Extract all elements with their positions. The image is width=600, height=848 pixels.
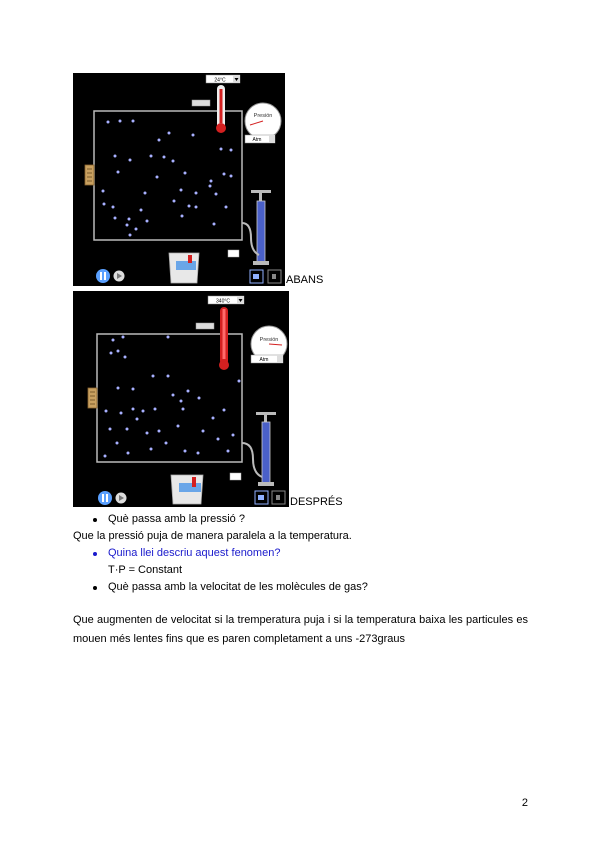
molecule <box>104 455 107 458</box>
molecule <box>217 438 220 441</box>
molecule <box>116 442 119 445</box>
step-button[interactable] <box>114 271 125 282</box>
molecule <box>124 356 127 359</box>
molecule <box>184 450 187 453</box>
molecule <box>192 134 195 137</box>
molecule <box>117 350 120 353</box>
bullet-icon <box>93 586 97 590</box>
molecule <box>187 390 190 393</box>
molecule <box>126 428 129 431</box>
molecule <box>126 224 129 227</box>
molecule <box>225 206 228 209</box>
pump-icon <box>242 412 276 486</box>
pressure-gauge-icon <box>251 326 287 363</box>
molecule <box>165 442 168 445</box>
molecule <box>212 417 215 420</box>
molecule <box>215 193 218 196</box>
molecule <box>172 160 175 163</box>
molecule <box>209 185 212 188</box>
molecule <box>180 189 183 192</box>
pressure-gauge-icon <box>245 103 281 143</box>
molecule <box>146 220 149 223</box>
molecule <box>150 448 153 451</box>
answer-2: T·P = Constant <box>108 564 183 576</box>
page-number: 2 <box>521 797 528 809</box>
molecule <box>140 209 143 212</box>
temperature-readout: 24°C <box>214 77 226 84</box>
pause-button[interactable] <box>98 491 112 505</box>
molecule <box>230 175 233 178</box>
pause-button[interactable] <box>96 269 110 283</box>
container-handle-icon <box>85 165 94 185</box>
container-handle-icon <box>88 388 97 408</box>
molecule <box>146 432 149 435</box>
question-1: Què passa amb la pressió ? <box>108 513 245 525</box>
molecule <box>132 120 135 123</box>
molecule <box>144 192 147 195</box>
molecule <box>135 228 138 231</box>
molecule <box>112 206 115 209</box>
molecule <box>122 336 125 339</box>
molecule <box>142 410 145 413</box>
molecule <box>213 223 216 226</box>
molecule <box>158 139 161 142</box>
ruler-icon <box>230 473 241 480</box>
molecule <box>110 352 113 355</box>
gauge-label: Presión <box>259 337 279 343</box>
ruler-icon <box>228 250 239 257</box>
molecule <box>197 452 200 455</box>
molecule <box>181 215 184 218</box>
molecule <box>223 173 226 176</box>
molecule <box>132 388 135 391</box>
molecule <box>223 409 226 412</box>
molecule <box>184 172 187 175</box>
molecule <box>188 205 191 208</box>
gauge-label: Presión <box>253 113 273 119</box>
molecule <box>173 200 176 203</box>
temperature-readout: 340°C <box>216 298 230 305</box>
molecule <box>230 149 233 152</box>
molecule <box>227 450 230 453</box>
figure-caption-before: ABANS <box>286 274 324 286</box>
molecule <box>202 430 205 433</box>
molecule <box>112 339 115 342</box>
molecule <box>109 428 112 431</box>
bullet-icon <box>93 552 97 556</box>
question-2: Quina llei descriu aquest fenomen? <box>108 547 281 559</box>
molecule <box>195 206 198 209</box>
lid-icon <box>196 323 214 329</box>
molecule <box>220 148 223 151</box>
molecule <box>114 155 117 158</box>
molecule <box>117 387 120 390</box>
molecule <box>114 217 117 220</box>
bullet-icon <box>93 518 97 522</box>
molecule <box>168 132 171 135</box>
molecule <box>180 400 183 403</box>
molecule <box>177 425 180 428</box>
molecule <box>182 408 185 411</box>
molecule <box>152 375 155 378</box>
heat-bucket-icon <box>169 253 199 283</box>
molecule <box>119 120 122 123</box>
lid-icon <box>192 100 210 106</box>
molecule <box>232 434 235 437</box>
thermometer-icon <box>216 85 226 133</box>
molecule <box>172 394 175 397</box>
thermometer-icon <box>219 307 229 370</box>
molecule <box>167 375 170 378</box>
molecule <box>158 430 161 433</box>
molecule <box>154 408 157 411</box>
molecule <box>198 397 201 400</box>
molecule <box>105 410 108 413</box>
temperature-dropdown[interactable] <box>206 75 240 84</box>
heat-bucket-icon <box>171 475 203 504</box>
simulation-before <box>73 73 285 286</box>
step-button[interactable] <box>116 493 127 504</box>
molecule <box>103 203 106 206</box>
molecule <box>117 171 120 174</box>
molecule <box>163 156 166 159</box>
simulation-after <box>73 291 289 507</box>
molecule <box>128 218 131 221</box>
temperature-dropdown[interactable] <box>208 296 244 305</box>
molecule <box>150 155 153 158</box>
figure-caption-after: DESPRÉS <box>290 496 343 508</box>
molecule <box>127 452 130 455</box>
gauge-unit: Atm <box>259 357 269 363</box>
molecule <box>167 336 170 339</box>
molecule <box>129 234 132 237</box>
molecule <box>129 159 132 162</box>
question-3: Què passa amb la velocitat de les molècules de gas? <box>108 581 368 593</box>
molecule <box>107 121 110 124</box>
molecule <box>210 180 213 183</box>
gauge-unit: Atm <box>252 137 262 143</box>
molecule <box>120 412 123 415</box>
molecule <box>238 380 241 383</box>
molecule <box>132 408 135 411</box>
pump-icon <box>242 190 271 265</box>
molecule <box>136 418 139 421</box>
molecule <box>102 190 105 193</box>
answer-1: Que la pressió puja de manera paralela a la temperatura. <box>73 530 352 542</box>
molecule <box>156 176 159 179</box>
molecule <box>195 192 198 195</box>
molecules <box>102 120 233 237</box>
molecules <box>104 336 241 458</box>
answer-3: Que augmenten de velocitat si la tremperatura puja i si la temperatura baixa les particules es mouen més lentes fins que es paren completament a uns -273graus <box>73 614 528 645</box>
